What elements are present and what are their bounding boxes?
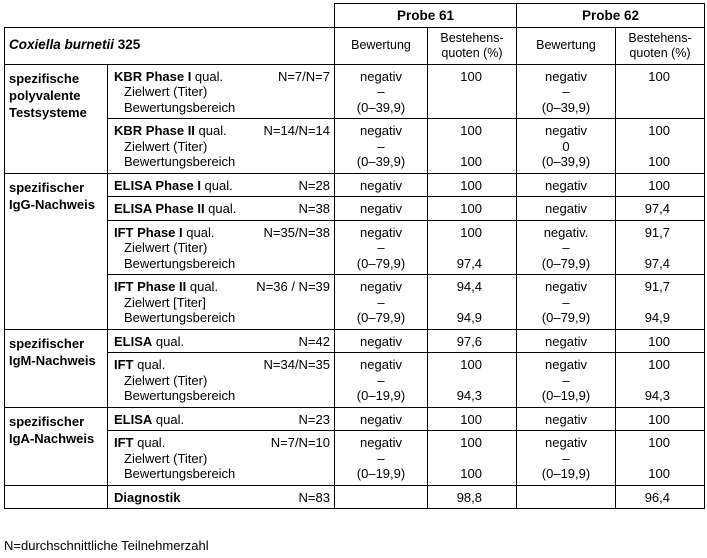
table-row (5, 275, 705, 330)
p62-bewertung-cell (517, 485, 616, 509)
p62-bewertung: negativ (545, 357, 587, 372)
category-label: spezifischer IgA-Nachweis (5, 407, 108, 485)
p61-quote-cell (428, 431, 517, 486)
test-sub-label: Zielwert [Titer] (124, 294, 206, 310)
p61-bewertung: negativ (360, 279, 402, 294)
p62-quote: 100 (648, 333, 670, 349)
test-name-cell (108, 119, 335, 174)
probe-61-header: Probe 61 (335, 4, 517, 28)
test-qualifier: qual. (152, 333, 185, 349)
p61-quote: 100 (460, 466, 482, 481)
p61-bewertung: negativ (360, 333, 402, 349)
p62-quote-cell (616, 329, 705, 353)
p61-bewertung-cell (335, 197, 428, 221)
test-name-cell (108, 431, 335, 486)
p61-quote: 100 (460, 357, 482, 372)
p62-bewertung-cell (517, 431, 616, 486)
test-qualifier: qual. (200, 177, 233, 193)
p62-bewertung: – (562, 450, 570, 466)
test-qualifier: qual. (191, 68, 224, 84)
p62-quote-cell (616, 353, 705, 408)
p62-bewertung: – (562, 84, 570, 99)
p61-quote: 94,9 (456, 310, 482, 325)
test-name (114, 123, 227, 139)
test-name (114, 435, 165, 451)
p61-bewertung-cell (335, 173, 428, 197)
p61-quote-cell (428, 197, 517, 221)
test-method: ELISA Phase I (114, 177, 201, 193)
p61-bewertung: negativ (360, 357, 402, 372)
p61-bewertung: negativ (360, 123, 402, 138)
p62-bewertung: – (562, 372, 570, 388)
p62-bewertung: – (562, 240, 570, 255)
test-method: ELISA Phase II (114, 201, 205, 216)
p61-quote-cell (428, 485, 517, 509)
test-name-cell (108, 220, 335, 275)
p62-bewertung-cell (517, 173, 616, 197)
p62-quote (618, 139, 670, 155)
test-sub-label: Bewertungsbereich (124, 99, 236, 115)
organism-name: Coxiella burnetii (9, 36, 115, 52)
test-name (114, 178, 233, 194)
p62-quoten-header: Bestehens- quoten (%) (616, 27, 705, 64)
p62-bewertung: negativ (545, 177, 587, 193)
category-label: spezifischer IgG-Nachweis (5, 173, 108, 329)
p61-bewertung: negativ (360, 201, 402, 216)
test-qualifier: qual. (182, 224, 215, 240)
p62-quote-cell (616, 119, 705, 174)
p62-bewertung-cell (517, 220, 616, 275)
p61-quote (430, 240, 482, 256)
header-row-columns (5, 27, 705, 64)
p61-bewertung-cell (335, 64, 428, 119)
table-row (5, 64, 705, 119)
test-sub-label: Zielwert (Titer) (124, 372, 208, 388)
test-name-line (114, 178, 330, 194)
p61-bewertung: (0–79,9) (356, 255, 406, 271)
diagnostik-line (114, 490, 330, 506)
test-method: IFT (114, 357, 134, 372)
p61-quote-cell (428, 353, 517, 408)
p62-quote (618, 240, 670, 256)
p62-bewertung: negativ. (543, 224, 589, 240)
participant-count: N=36 / N=39 (256, 279, 330, 294)
p61-quote (430, 373, 482, 389)
diagnostik-count: N=83 (298, 489, 330, 505)
p61-quote: 98,8 (456, 489, 482, 505)
p62-bewertung: negativ (545, 68, 587, 84)
p61-quoten-header: Bestehens- quoten (%) (428, 27, 517, 64)
table-row (5, 329, 705, 353)
test-method: IFT (114, 435, 134, 450)
organism-suffix: 325 (114, 36, 141, 52)
p61-bewertung-cell (335, 329, 428, 353)
test-sub-label: Bewertungsbereich (124, 310, 236, 325)
diagnostik-label: Diagnostik (114, 489, 181, 505)
p62-quote: 91,7 (644, 224, 670, 240)
p62-bewertung-cell (517, 119, 616, 174)
p61-bewertung: (0–39,9) (356, 99, 406, 115)
test-name (114, 279, 218, 295)
test-name-line (114, 334, 330, 350)
p61-bewertung-cell (335, 220, 428, 275)
p61-quote: 100 (460, 224, 482, 240)
test-sub-label: Zielwert (Titer) (124, 450, 208, 466)
p62-quote: 94,9 (644, 310, 670, 325)
test-name (114, 357, 165, 373)
p61-bewertung: – (377, 240, 385, 255)
test-name (114, 201, 236, 217)
p62-bewertung: negativ (545, 435, 587, 450)
p61-bewertung-cell (335, 119, 428, 174)
p62-quote-cell (616, 220, 705, 275)
participant-count: N=38 (298, 201, 330, 216)
test-name-line (114, 69, 330, 85)
test-name-line (114, 435, 330, 451)
test-method: IFT Phase II (114, 279, 187, 294)
test-name-cell (108, 275, 335, 330)
results-body (5, 64, 705, 509)
p61-quote-cell (428, 173, 517, 197)
diagnostik-row (5, 485, 705, 509)
p62-quote-cell (616, 64, 705, 119)
p61-bewertung: negativ (360, 411, 402, 427)
test-name-line (114, 357, 330, 373)
test-sub-label: Zielwert (Titer) (124, 240, 208, 255)
p62-bewertung: (0–39,9) (541, 99, 591, 115)
p62-bewertung: 0 (562, 138, 570, 154)
test-name (114, 412, 184, 428)
p61-quote-cell (428, 275, 517, 330)
p62-quote: 100 (648, 68, 670, 84)
test-name-line (114, 123, 330, 139)
table-row (5, 197, 705, 221)
participant-count: N=7/N=7 (277, 68, 330, 84)
test-name-cell (108, 407, 335, 431)
p62-bewertung-header: Bewertung (517, 27, 616, 64)
test-qualifier: qual. (133, 435, 166, 450)
p62-bewertung: (0–19,9) (541, 388, 591, 403)
p61-quote (430, 100, 482, 116)
p61-bewertung: – (377, 84, 385, 99)
p61-quote: 94,4 (456, 279, 482, 294)
test-name-line (114, 279, 330, 295)
test-sub-label: Bewertungsbereich (124, 255, 236, 271)
participant-count: N=42 (298, 333, 330, 349)
p61-bewertung: (0–19,9) (356, 388, 406, 403)
table-row (5, 431, 705, 486)
p61-bewertung-header: Bewertung (335, 27, 428, 64)
p61-bewertung: (0–39,9) (356, 154, 406, 169)
participant-count: N=34/N=35 (263, 357, 330, 372)
test-name-line (114, 201, 330, 217)
category-label: spezifischer IgM-Nachweis (5, 329, 108, 407)
p62-bewertung: (0–19,9) (541, 466, 591, 481)
participant-count: N=7/N=10 (270, 435, 330, 450)
p62-quote-cell (616, 197, 705, 221)
p61-bewertung-cell (335, 275, 428, 330)
p62-bewertung-cell (517, 407, 616, 431)
test-sub-label: Zielwert (Titer) (124, 138, 208, 154)
table-row (5, 353, 705, 408)
p61-bewertung: – (377, 372, 385, 388)
test-method: ELISA (114, 333, 153, 349)
p62-quote: 91,7 (644, 279, 670, 294)
test-sub-label: Bewertungsbereich (124, 388, 236, 403)
p61-quote-cell (428, 329, 517, 353)
p62-quote: 100 (648, 177, 670, 193)
p62-bewertung-cell (517, 197, 616, 221)
p62-quote: 97,4 (644, 255, 670, 271)
test-name-cell (108, 197, 335, 221)
p62-quote (618, 373, 670, 389)
p61-bewertung: (0–79,9) (356, 310, 406, 325)
header-row-probes (5, 4, 705, 28)
p61-bewertung: negativ (360, 68, 402, 84)
diagnostik-name-cell (108, 485, 335, 509)
test-name (114, 334, 184, 350)
p62-bewertung: (0–39,9) (541, 154, 591, 169)
table-row (5, 407, 705, 431)
p62-quote: 100 (648, 357, 670, 372)
p62-quote-cell (616, 485, 705, 509)
p61-quote-cell (428, 119, 517, 174)
probe-62-header: Probe 62 (517, 4, 705, 28)
organism-title (5, 27, 335, 64)
p61-quote-cell (428, 220, 517, 275)
test-sub-label: Bewertungsbereich (124, 154, 236, 169)
p61-quote (430, 84, 482, 100)
p61-bewertung-cell (335, 431, 428, 486)
p61-quote: 100 (460, 123, 482, 138)
test-qualifier: qual. (152, 411, 185, 427)
p62-bewertung: negativ (545, 201, 587, 216)
p61-quote: 97,6 (456, 333, 482, 349)
p61-bewertung: – (377, 450, 385, 466)
test-qualifier: qual. (133, 357, 166, 372)
p62-quote-cell (616, 431, 705, 486)
p61-quote: 97,4 (456, 255, 482, 271)
p62-bewertung-cell (517, 329, 616, 353)
p62-bewertung: (0–79,9) (541, 310, 591, 325)
test-method: KBR Phase II (114, 123, 195, 138)
p61-bewertung: – (377, 294, 385, 310)
diagnostik-blank (5, 485, 108, 509)
participant-count: N=35/N=38 (263, 224, 330, 240)
test-name-line (114, 225, 330, 241)
test-qualifier: qual. (204, 201, 237, 216)
test-name (114, 225, 214, 241)
p61-quote: 100 (460, 68, 482, 84)
p61-quote (430, 451, 482, 467)
table-row (5, 119, 705, 174)
p61-bewertung: (0–19,9) (356, 466, 406, 481)
test-name-line (114, 412, 330, 428)
p61-bewertung: negativ (360, 224, 402, 240)
p61-quote: 100 (460, 177, 482, 193)
p62-quote: 100 (648, 466, 670, 481)
p61-quote (430, 139, 482, 155)
p62-bewertung-cell (517, 64, 616, 119)
table-row (5, 220, 705, 275)
test-qualifier: qual. (186, 279, 219, 294)
p61-quote: 100 (460, 154, 482, 169)
p61-quote-cell (428, 64, 517, 119)
test-qualifier: qual. (194, 123, 227, 138)
test-sub-label: Bewertungsbereich (124, 466, 236, 481)
test-name-cell (108, 353, 335, 408)
p62-bewertung-cell (517, 275, 616, 330)
test-name-cell (108, 64, 335, 119)
table-row (5, 173, 705, 197)
test-method: ELISA (114, 411, 153, 427)
p62-bewertung: negativ (545, 411, 587, 427)
participant-count: N=23 (298, 411, 330, 427)
results-table (4, 3, 705, 509)
test-name (114, 69, 223, 85)
p62-bewertung: – (562, 294, 570, 310)
footnote: N=durchschnittliche Teilnehmerzahl (4, 538, 209, 553)
p62-bewertung: negativ (545, 279, 587, 294)
p62-quote (618, 451, 670, 467)
test-name-cell (108, 329, 335, 353)
p62-quote-cell (616, 275, 705, 330)
p61-quote-cell (428, 407, 517, 431)
p61-bewertung-cell (335, 407, 428, 431)
p62-quote: 97,4 (644, 201, 670, 216)
p62-bewertung: negativ (545, 123, 587, 138)
p62-quote: 94,3 (644, 388, 670, 403)
category-label: spezifische polyvalente Testsysteme (5, 64, 108, 173)
p61-bewertung: negativ (360, 435, 402, 450)
p62-quote: 100 (648, 435, 670, 450)
p62-bewertung: (0–79,9) (541, 255, 591, 271)
p61-bewertung-cell (335, 485, 428, 509)
p61-quote: 94,3 (456, 388, 482, 403)
p61-bewertung: negativ (360, 177, 402, 193)
p62-quote (618, 100, 670, 116)
p62-quote: 96,4 (644, 489, 670, 505)
participant-count: N=14/N=14 (263, 123, 330, 138)
p61-bewertung-cell (335, 353, 428, 408)
p61-bewertung: – (377, 138, 385, 154)
participant-count: N=28 (298, 177, 330, 193)
p61-quote: 100 (460, 435, 482, 450)
p62-quote (618, 295, 670, 311)
p61-quote (430, 295, 482, 311)
test-method: KBR Phase I (114, 68, 192, 84)
p62-quote-cell (616, 407, 705, 431)
test-method: IFT Phase I (114, 224, 183, 240)
test-name-cell (108, 173, 335, 197)
p62-quote: 100 (648, 123, 670, 138)
p62-bewertung-cell (517, 353, 616, 408)
p61-quote: 100 (460, 201, 482, 216)
p61-quote: 100 (460, 411, 482, 427)
p62-bewertung: negativ (545, 333, 587, 349)
p62-quote-cell (616, 173, 705, 197)
p62-quote: 100 (648, 154, 670, 169)
test-sub-label: Zielwert (Titer) (124, 84, 208, 99)
p62-quote: 100 (648, 411, 670, 427)
p62-quote (618, 84, 670, 100)
